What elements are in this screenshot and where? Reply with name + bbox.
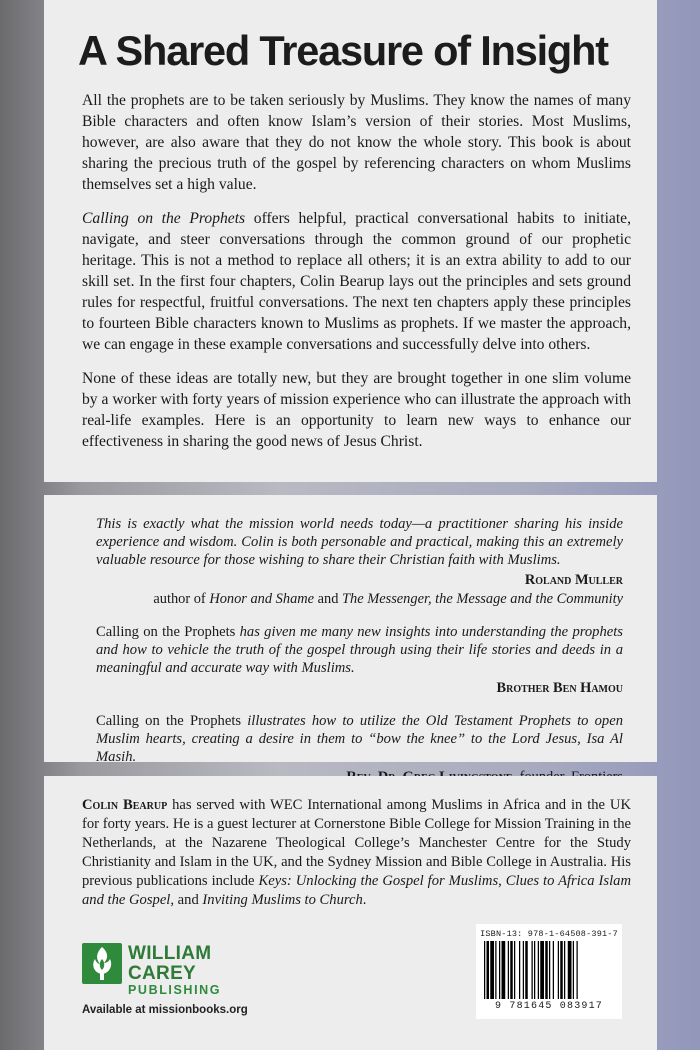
author-name: Colin Bearup [82,797,168,813]
barcode-bar [568,941,572,999]
barcode-bar [538,941,539,999]
isbn-label: ISBN-13: 978-1-64508-391-7 [480,929,618,939]
barcode-bar [499,941,500,999]
endorser-name: Roland Muller [524,572,623,588]
barcode-bars [484,941,614,999]
flame-logo-icon [82,943,122,984]
publisher-name-line3: PUBLISHING [128,983,222,997]
barcode-bar [534,941,535,999]
publisher-logo [82,943,282,1023]
publisher-name-line1: WILLIAM [128,943,212,964]
barcode-bar [495,941,496,999]
barcode-bar [487,941,490,999]
publisher-website: Available at missionbooks.org [82,1004,248,1016]
barcode-digits: 9 781645 083917 [494,1001,603,1012]
description-panel [44,0,657,482]
endorser-name: Brother Ben Hamou [496,680,623,696]
barcode-bar [484,941,485,999]
endorsement-1 [96,515,623,609]
barcode-bar [545,941,548,999]
endorsement-quote: Calling on the Prophets has given me many new insights into understanding the prophets and how to vehicle the truth of the gospel through using their life stories and deeds in a meaningful and accurate way with Muslims. [96,624,623,676]
description-paragraph-3: None of these ideas are totally new, but they are brought together in one slim volume by a worker with forty years of mission experience who can illustrate the approach with real-life examples. Here is an opportunity to learn new ways to enhance our effectiveness in sharing the good news of Jesus Christ. [82,369,631,450]
back-cover-title: A Shared Treasure of Insight [78,27,608,74]
barcode-bar [577,941,578,999]
endorsements-panel [44,495,657,765]
endorsement-quote: This is exactly what the mission world needs today—a practitioner sharing his inside experience and wisdom. Colin is both personable and practical, making this an extremely valuable resource for those wishing to share their Christian faith with Muslims. [96,516,623,568]
isbn-barcode [476,924,622,1019]
barcode-bar [553,941,554,999]
barcode-bar [525,941,528,999]
barcode-bar [490,941,494,999]
barcode-bar [519,941,520,999]
barcode-bar [510,941,513,999]
endorsement-2 [96,623,623,698]
author-panel [44,776,657,1050]
endorsement-quote: Calling on the Prophets illustrates how to utilize the Old Testament Prophets to open Muslim hearts, creating a desire in them to “bow the knee” to the Lord Jesus, Isa Al Masih. [96,713,623,765]
barcode-bar [523,941,524,999]
book-title-italic: Calling on the Prophets [82,209,246,227]
barcode-bar [560,941,563,999]
barcode-bar [549,941,550,999]
publisher-name-line2: CAREY [128,963,197,984]
barcode-bar [573,941,574,999]
description-paragraph-1: All the prophets are to be taken seriously by Muslims. They know the names of many Bible characters and often know Islam’s version of their stories. Most Muslims, however, are also aware that they do not know the whole story. This book is about sharing the precious truth of the gospel by referencing characters on whom Muslims themselves set a high value. [82,91,631,193]
barcode-bar [532,941,533,999]
barcode-bar [502,941,506,999]
description-paragraph-2: Calling on the Prophets offers helpful, practical conversational habits to initiate, navigate, and steer conversations through the common ground of our prophetic heritage. This is not a method to replace all others; it is an extra ability to add to our skill set. In the first four chapters, Colin Bearup lays out the principles and sets ground rules for respectful, fruitful conversations. The next ten chapters apply these principles to fourteen Bible characters known to Muslims as prophets. If we master the approach, we can engage in these example conversations and successfully delve into others. [82,209,632,353]
barcode-bar [564,941,565,999]
book-description [82,90,631,452]
barcode-bar [540,941,544,999]
author-bio: Colin Bearup has served with WEC International among Muslims in Africa and in the UK for forty years. He is a guest lecturer at Cornerstone Bible College for Mission Training in the Netherlands, at the Nazarene Theological College’s Manchester Centre for the Study Christianity and Islam in the UK, and the Sydney Mission and Bible College in Australia. His previous publications include Keys: Unlocking the Gospel for Muslims, Clues to Africa Islam and the Gospel, and Inviting Muslims to Church. [82,797,631,908]
endorser-role: author of Honor and Shame and The Messenger, the Message and the Community [153,591,623,607]
barcode-bar [558,941,559,999]
barcode-bar [508,941,509,999]
barcode-bar [514,941,515,999]
